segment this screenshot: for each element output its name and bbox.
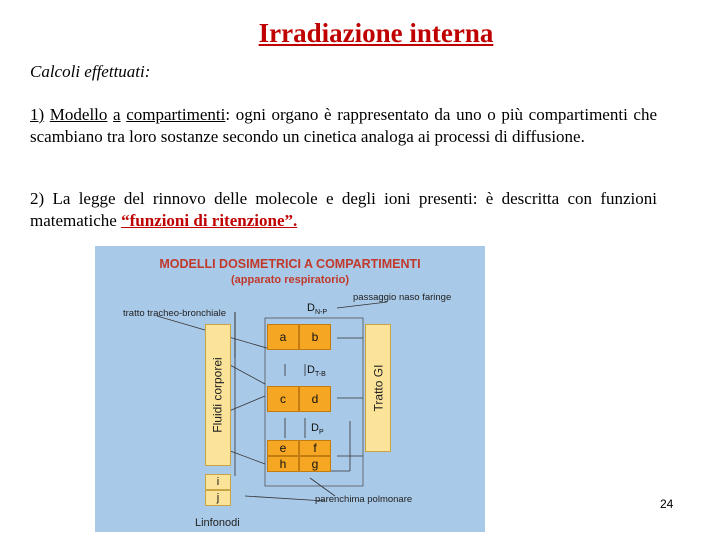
para2-highlight: “funzioni di ritenzione”.: [121, 211, 298, 230]
label-d-tb: $D_{T-B}$: [307, 364, 326, 379]
page-title: Irradiazione interna: [258, 18, 494, 48]
para1-term-modello: Modello: [49, 105, 108, 124]
subtitle: Calcoli effettuati:: [30, 62, 151, 81]
compartment-c: c: [267, 386, 299, 412]
figure-title-line2: (apparato respiratorio): [231, 274, 349, 286]
label-tracheo-bronchiale: tratto tracheo-bronchiale: [123, 308, 226, 319]
compartment-h: h: [267, 456, 299, 472]
para1-number: 1): [30, 105, 45, 124]
label-tratto-gi: Tratto GI: [371, 364, 385, 412]
para2-text: 2) La legge del rinnovo delle molecole e degli ioni presenti: è descritta con funzioni matematiche: [30, 189, 657, 230]
label-passaggio-naso-faringe: passaggio naso faringe: [353, 292, 452, 303]
label-d-np: $D_{N-P}$: [307, 302, 328, 317]
tratto-gi-bar: [365, 324, 391, 452]
figure-title: [95, 256, 485, 288]
compartment-j: j: [205, 490, 231, 506]
compartment-model-figure: [95, 246, 485, 532]
paragraph-2: [30, 188, 657, 232]
para1-term-compartimenti: compartimenti: [126, 105, 226, 124]
compartment-f: f: [299, 440, 331, 456]
compartment-e: e: [267, 440, 299, 456]
label-fluidi-corporei: Fluidi corporei: [211, 357, 225, 433]
compartment-a: a: [267, 324, 299, 350]
para1-term-a: a: [113, 105, 121, 124]
page-number: 24: [660, 497, 674, 511]
label-d-p: $D_P$: [311, 422, 324, 437]
compartment-d: d: [299, 386, 331, 412]
paragraph-1: [30, 104, 657, 148]
para1-text: : ogni organo è rappresentato da uno o più compartimenti che scambiano tra loro sostanze secondo un cinetica analoga ai processi di diffusione.: [30, 105, 658, 146]
compartment-i: i: [205, 474, 231, 490]
compartment-b: b: [299, 324, 331, 350]
compartment-g: g: [299, 456, 331, 472]
label-linfonodi: Linfonodi: [195, 517, 240, 529]
label-parenchima-polmonare: parenchima polmonare: [315, 494, 413, 505]
figure-title-line1: MODELLI DOSIMETRICI A COMPARTIMENTI: [159, 257, 421, 271]
fluidi-corporei-bar: [205, 324, 231, 466]
